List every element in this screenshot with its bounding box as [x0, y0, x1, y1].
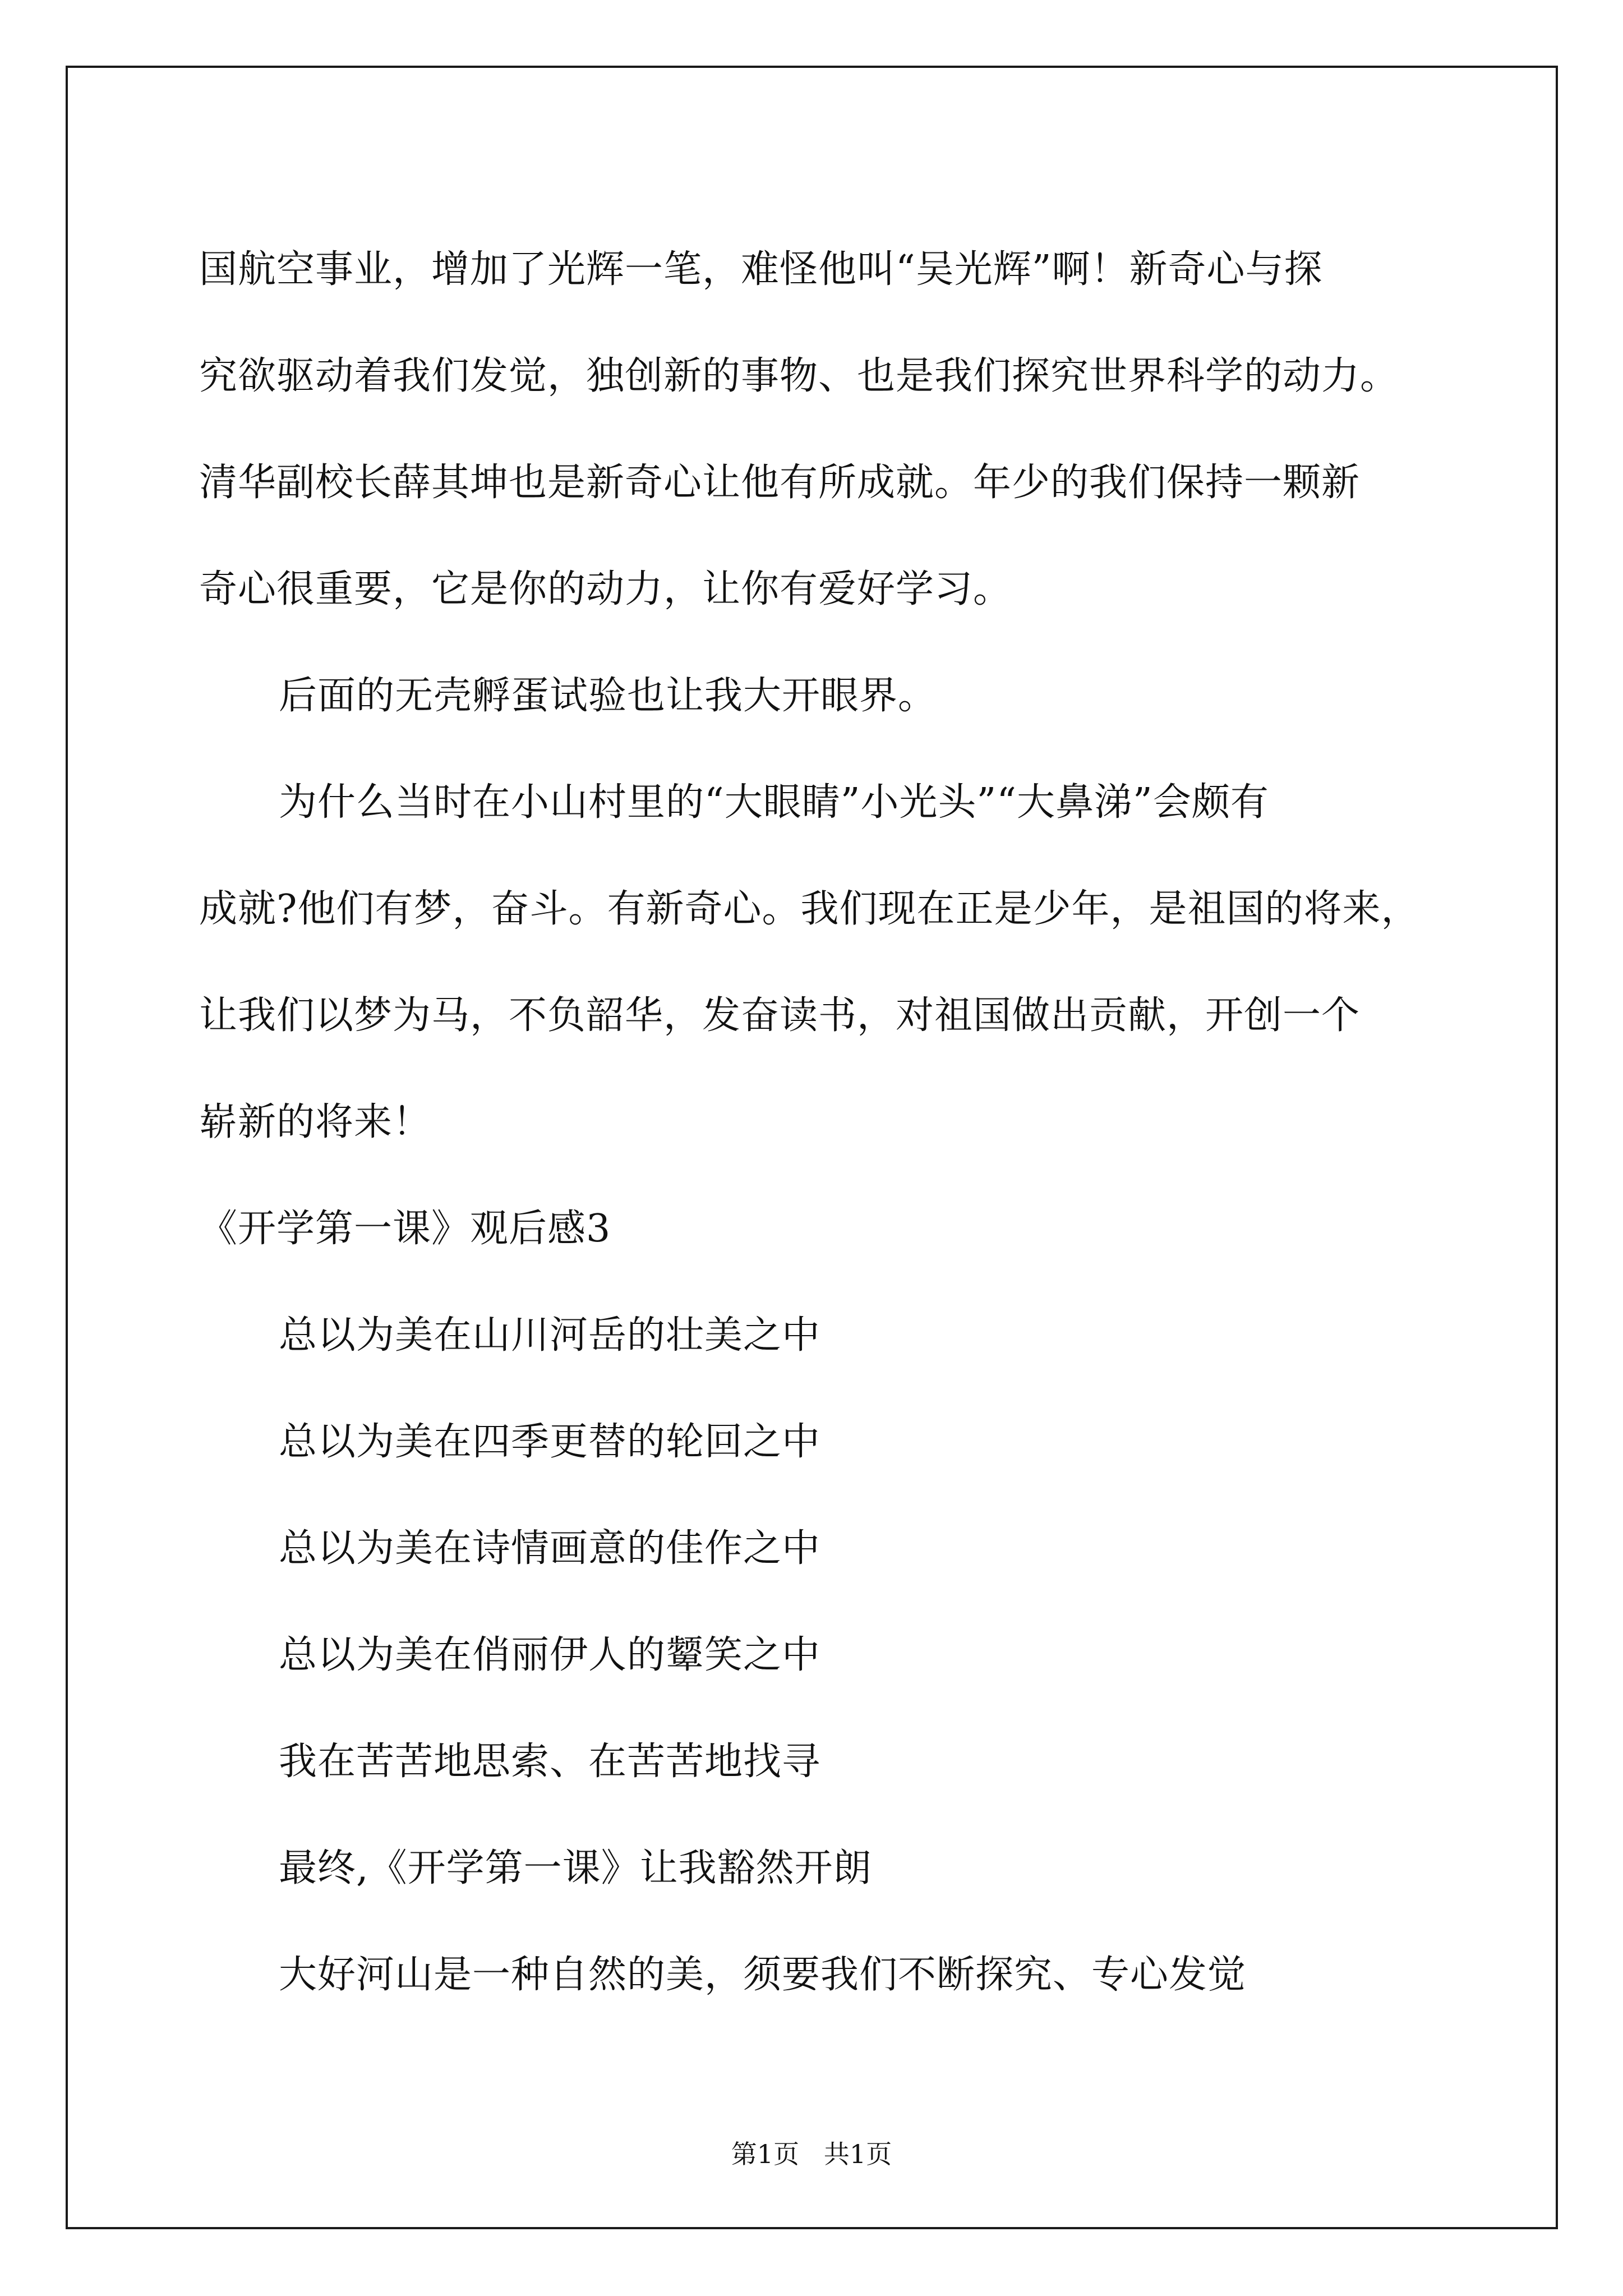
poem-line: 总以为美在山川河岳的壮美之中	[279, 1313, 821, 1358]
paragraph-line: 为什么当时在小山村里的“大眼睛”小光头”“大鼻涕”会颇有	[279, 780, 1269, 825]
section-heading: 《开学第一课》观后感3	[199, 1207, 611, 1251]
paragraph-line: 让我们以梦为马，不负韶华，发奋读书，对祖国做出贡献，开创一个	[199, 993, 1361, 1038]
document-body	[199, 217, 1450, 2028]
poem-line: 我在苦苦地思索、在苦苦地找寻	[279, 1740, 821, 1784]
poem-line: 总以为美在俏丽伊人的颦笑之中	[279, 1633, 821, 1677]
poem-line: 总以为美在诗情画意的佳作之中	[279, 1526, 821, 1571]
paragraph-line: 后面的无壳孵蛋试验也让我大开眼界。	[279, 674, 937, 718]
poem-line: 最终,《开学第一课》让我豁然开朗	[279, 1846, 872, 1890]
paragraph-line: 究欲驱动着我们发觉，独创新的事物、也是我们探究世界科学的动力。	[199, 354, 1399, 398]
paragraph-line: 国航空事业，增加了光辉一笔，难怪他叫“吴光辉”啊！新奇心与探	[199, 247, 1323, 292]
paragraph-line: 清华副校长薛其坤也是新奇心让他有所成就。年少的我们保持一颗新	[199, 461, 1361, 505]
poem-line: 大好河山是一种自然的美，须要我们不断探究、专心发觉	[279, 1953, 1247, 1997]
paragraph-line: 奇心很重要，它是你的动力，让你有爱好学习。	[199, 567, 1012, 611]
paragraph-line: 成就?他们有梦，奋斗。有新奇心。我们现在正是少年，是祖国的将来，	[199, 887, 1420, 931]
page-number-footer: 第1页 共1页	[731, 2139, 892, 2169]
paragraph-line: 崭新的将来！	[199, 1100, 432, 1144]
poem-line: 总以为美在四季更替的轮回之中	[279, 1420, 821, 1464]
